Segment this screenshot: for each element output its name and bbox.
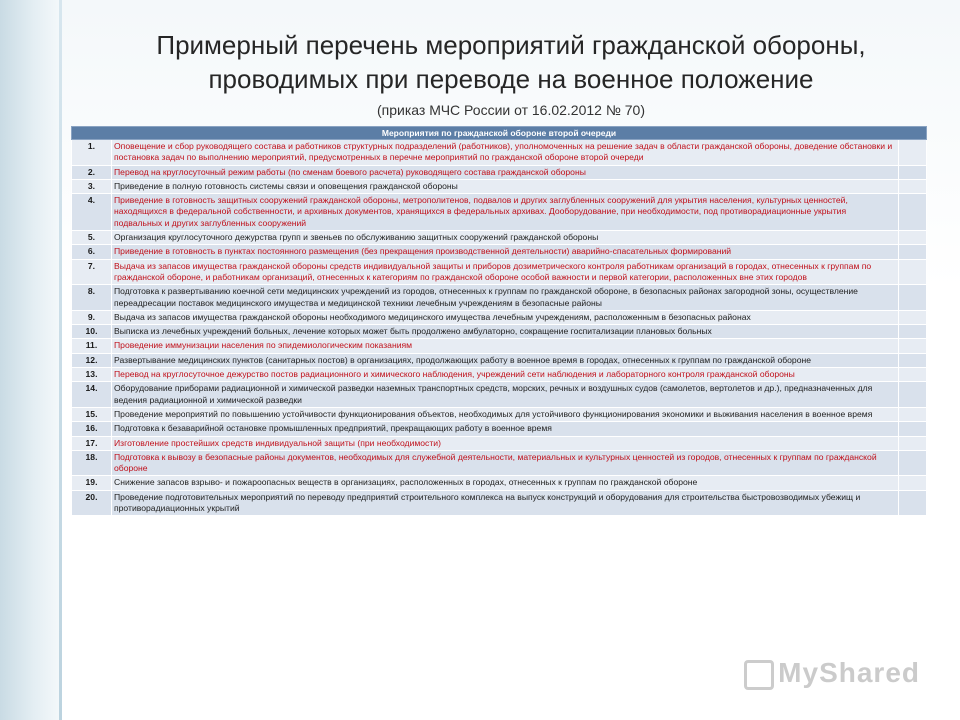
table-row (72, 476, 927, 490)
row-empty-cell (898, 194, 926, 231)
left-decorative-strip (0, 0, 62, 720)
row-number: 4. (72, 194, 112, 231)
table-row (72, 231, 927, 245)
row-number: 15. (72, 407, 112, 421)
row-empty-cell (898, 231, 926, 245)
row-number: 18. (72, 450, 112, 476)
row-empty-cell (898, 476, 926, 490)
row-text: Организация круглосуточного дежурства групп и звеньев по обслуживанию защитных сооружений гражданской обороны (112, 231, 899, 245)
row-text: Подготовка к безаварийной остановке промышленных предприятий, прекращающих работу в военное время (112, 422, 899, 436)
row-empty-cell (898, 490, 926, 516)
row-text: Проведение иммунизации населения по эпидемиологическим показаниям (112, 339, 899, 353)
row-text: Подготовка к развертыванию коечной сети медицинских учреждений из городов, отнесенных к группам по гражданской обороне, в безопасных районах загородной зоны, осуществление переадресации поставок медицинского имущества и медицинской техники лечебным учреждениям в безопасные районы (112, 285, 899, 311)
table-body (72, 140, 927, 516)
table-row (72, 353, 927, 367)
row-text: Перевод на круглосуточное дежурство постов радиационного и химического наблюдения, учреждений сети наблюдения и лабораторного контроля гражданской обороны (112, 368, 899, 382)
row-number: 20. (72, 490, 112, 516)
table-row (72, 490, 927, 516)
row-number: 13. (72, 368, 112, 382)
row-text: Оповещение и сбор руководящего состава и работников структурных подразделений (работников), уполномоченных на решение задач в области гражданской обороны, доведение обстановки и постановка задач по выполнению мероприятий, предусмотренных в перечне мероприятий по гражданской обороне второй очереди (112, 140, 899, 166)
row-empty-cell (898, 325, 926, 339)
row-text: Выписка из лечебных учреждений больных, лечение которых может быть продолжено амбулаторно, сокращение госпитализации плановых больных (112, 325, 899, 339)
row-empty-cell (898, 245, 926, 259)
watermark-icon (744, 660, 774, 690)
row-text: Подготовка к вывозу в безопасные районы документов, необходимых для служебной деятельности, материальных и культурных ценностей из городов, отнесенных к группам по гражданской обороне (112, 450, 899, 476)
table-row (72, 368, 927, 382)
row-text: Приведение в готовность в пунктах постоянного размещения (без прекращения производственной деятельности) аварийно-спасательных формирований (112, 245, 899, 259)
row-number: 6. (72, 245, 112, 259)
row-number: 9. (72, 310, 112, 324)
table-row (72, 245, 927, 259)
row-text: Развертывание медицинских пунктов (санитарных постов) в организациях, продолжающих работу в военное время в городах, отнесенных к группам по гражданской обороне (112, 353, 899, 367)
row-text: Снижение запасов взрыво- и пожароопасных веществ в организациях, расположенных в городах, отнесенных к группам по гражданской обороне (112, 476, 899, 490)
row-text: Перевод на круглосуточный режим работы (по сменам боевого расчета) руководящего состава гражданской обороны (112, 165, 899, 179)
row-number: 19. (72, 476, 112, 490)
watermark (744, 657, 920, 690)
title-line-1: Примерный перечень мероприятий гражданской обороны, (156, 30, 866, 60)
watermark-text: MyShared (778, 657, 920, 689)
row-empty-cell (898, 285, 926, 311)
table-row (72, 450, 927, 476)
table-row (72, 179, 927, 193)
row-number: 12. (72, 353, 112, 367)
table-row (72, 339, 927, 353)
row-text: Выдача из запасов имущества гражданской обороны необходимого медицинского имущества лечебным учреждениям, расположенным в безопасных районах (112, 310, 899, 324)
page-title (62, 28, 960, 96)
row-number: 1. (72, 140, 112, 166)
row-number: 11. (72, 339, 112, 353)
row-empty-cell (898, 353, 926, 367)
row-number: 17. (72, 436, 112, 450)
table-row (72, 259, 927, 285)
row-empty-cell (898, 407, 926, 421)
row-number: 14. (72, 382, 112, 408)
measures-table (71, 126, 927, 516)
row-number: 16. (72, 422, 112, 436)
row-empty-cell (898, 140, 926, 166)
row-text: Приведение в готовность защитных сооружений гражданской обороны, метрополитенов, подвалов и других заглубленных сооружений для укрытия населения, культурных ценностей, находящихся в федеральной собственности, и архивных документов, хранящихся в федеральных архивах. Дооборудование, при необходимости, под противорадиационные укрытия подвальных и других заглубленных сооружений (112, 194, 899, 231)
row-text: Оборудование приборами радиационной и химической разведки наземных транспортных средств, морских, речных и воздушных судов (самолетов, вертолетов и др.), предназначенных для ведения радиационной и химической разведки (112, 382, 899, 408)
table-row (72, 382, 927, 408)
row-empty-cell (898, 259, 926, 285)
row-empty-cell (898, 382, 926, 408)
table-row (72, 436, 927, 450)
row-empty-cell (898, 339, 926, 353)
table-row (72, 422, 927, 436)
table-row (72, 194, 927, 231)
table-row (72, 285, 927, 311)
row-number: 8. (72, 285, 112, 311)
table-row (72, 140, 927, 166)
row-text: Изготовление простейших средств индивидуальной защиты (при необходимости) (112, 436, 899, 450)
table-header: Мероприятия по гражданской обороне второй очереди (72, 127, 927, 140)
row-empty-cell (898, 179, 926, 193)
table-row (72, 325, 927, 339)
table-row (72, 310, 927, 324)
row-text: Проведение мероприятий по повышению устойчивости функционирования объектов, необходимых для устойчивого функционирования экономики и выживания населения в военное время (112, 407, 899, 421)
row-empty-cell (898, 165, 926, 179)
row-number: 10. (72, 325, 112, 339)
table-row (72, 407, 927, 421)
title-line-2: проводимых при переводе на военное положение (208, 64, 814, 94)
row-empty-cell (898, 422, 926, 436)
row-number: 7. (72, 259, 112, 285)
row-number: 2. (72, 165, 112, 179)
page-subtitle: (приказ МЧС России от 16.02.2012 № 70) (377, 102, 645, 118)
row-number: 3. (72, 179, 112, 193)
row-text: Проведение подготовительных мероприятий по переводу предприятий строительного комплекса на выпуск конструкций и оборудования для строительства быстровозводимых убежищ и противорадиационных укрытий (112, 490, 899, 516)
row-text: Выдача из запасов имущества гражданской обороны средств индивидуальной защиты и приборов дозиметрического контроля работникам организаций в городах, отнесенных к группам по гражданской обороне, и работникам организаций, отнесенных к категориям по гражданской обороне особой важности и первой категории, расположенных вне этих городов (112, 259, 899, 285)
row-empty-cell (898, 450, 926, 476)
row-empty-cell (898, 310, 926, 324)
row-text: Приведение в полную готовность системы связи и оповещения гражданской обороны (112, 179, 899, 193)
row-empty-cell (898, 368, 926, 382)
measures-table-wrap (71, 126, 927, 516)
row-empty-cell (898, 436, 926, 450)
table-row (72, 165, 927, 179)
row-number: 5. (72, 231, 112, 245)
